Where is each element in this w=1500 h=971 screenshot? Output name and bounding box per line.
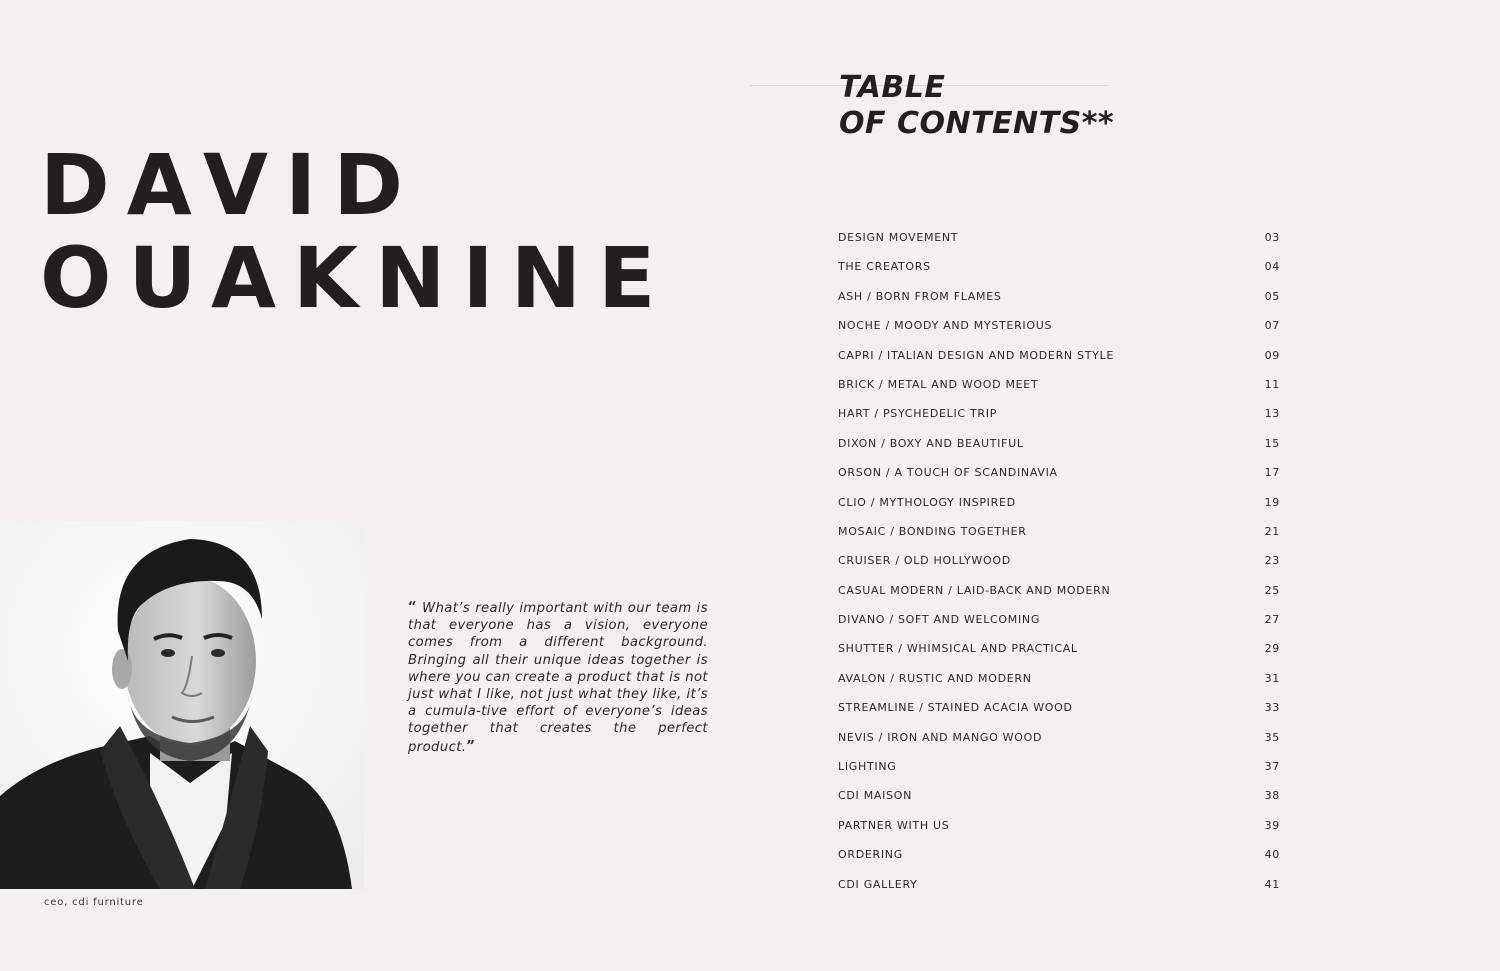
portrait-photo [0, 521, 364, 889]
toc-item-mosaic[interactable]: MOSAIC/ BONDING TOGETHER 21 [838, 522, 1280, 551]
toc-item-lighting[interactable]: LIGHTING 37 [838, 757, 1280, 786]
toc-item-casual-modern[interactable]: CASUAL MODERN/ LAID-BACK AND MODERN 25 [838, 581, 1280, 610]
toc-title [839, 70, 1114, 142]
toc-page-number: 31 [1264, 671, 1280, 685]
toc-item-brick[interactable]: BRICK/ METAL AND WOOD MEET 11 [838, 375, 1280, 404]
toc-item-dixon[interactable]: DIXON/ BOXY AND BEAUTIFUL 15 [838, 434, 1280, 463]
toc-item-design-movement[interactable]: DESIGN MOVEMENT 03 [838, 228, 1280, 257]
open-quote-mark: “ [408, 598, 418, 616]
name-last: OUAKNINE [40, 229, 673, 327]
toc-item-divano[interactable]: DIVANO/ SOFT AND WELCOMING 27 [838, 610, 1280, 639]
toc-item-hart[interactable]: HART/ PSYCHEDELIC TRIP 13 [838, 404, 1280, 433]
toc-item-cdi-maison[interactable]: CDI MAISON 38 [838, 786, 1280, 815]
toc-page-number: 39 [1264, 818, 1280, 832]
portrait-illustration [0, 521, 364, 889]
toc-item-the-creators[interactable]: THE CREATORS 04 [838, 257, 1280, 286]
toc-page-number: 04 [1264, 260, 1280, 274]
toc-item-shutter[interactable]: SHUTTER/ WHIMSICAL AND PRACTICAL 29 [838, 639, 1280, 668]
toc-item-capri[interactable]: CAPRI/ ITALIAN DESIGN AND MODERN STYLE 09 [838, 346, 1280, 375]
toc-item-noche[interactable]: NOCHE/ MOODY AND MYSTERIOUS 07 [838, 316, 1280, 345]
toc-page-number: 13 [1264, 407, 1280, 421]
toc-page-number: 40 [1264, 848, 1280, 862]
toc-page-number: 35 [1264, 730, 1280, 744]
toc-page-number: 38 [1264, 789, 1280, 803]
toc-page-number: 17 [1264, 466, 1280, 480]
toc-page-number: 29 [1264, 642, 1280, 656]
toc-title-line-2: OF CONTENTS** [839, 106, 1115, 141]
close-quote-mark: ” [466, 736, 476, 755]
toc-item-orson[interactable]: ORSON/ A TOUCH OF SCANDINAVIA 17 [838, 463, 1280, 492]
toc-item-partner-with-us[interactable]: PARTNER WITH US 39 [838, 816, 1280, 845]
toc-page-number: 05 [1264, 289, 1280, 303]
toc-page-number: 21 [1264, 524, 1280, 538]
toc-page-number: 03 [1264, 231, 1280, 244]
toc-list [838, 228, 1280, 904]
toc-item-clio[interactable]: CLIO/ MYTHOLOGY INSPIRED 19 [838, 493, 1280, 522]
toc-item-streamline[interactable]: STREAMLINE/ STAINED ACACIA WOOD 33 [838, 698, 1280, 727]
toc-item-avalon[interactable]: AVALON/ RUSTIC AND MODERN 31 [838, 669, 1280, 698]
toc-item-cdi-gallery[interactable]: CDI GALLERY 41 [838, 875, 1280, 904]
toc-page-number: 15 [1264, 436, 1280, 450]
toc-page-number: 33 [1264, 701, 1280, 715]
toc-page-number: 09 [1264, 348, 1280, 362]
toc-page-number: 37 [1264, 760, 1280, 774]
toc-page-number: 19 [1264, 495, 1280, 509]
photo-caption: ceo, cdi furniture [44, 897, 144, 908]
toc-page-number: 41 [1264, 877, 1280, 891]
toc-item-nevis[interactable]: NEVIS/ IRON AND MANGO WOOD 35 [838, 728, 1280, 757]
toc-item-ordering[interactable]: ORDERING 40 [838, 845, 1280, 874]
quote-text: What’s really important with our team is that everyone has a vision, everyone comes from a different background. Bringing all their unique ideas together is where you can create a product that is not just what I like, not just what they like, it’s a cumula-tive effort of everyone’s ideas together that creates the perfect product. [408, 601, 708, 755]
pull-quote [408, 599, 708, 756]
name-first: DAVID [40, 136, 421, 234]
toc-title-line-1: TABLE [839, 70, 946, 105]
toc-page-number: 11 [1264, 377, 1280, 391]
toc-page-number: 07 [1264, 319, 1280, 333]
toc-page-number: 27 [1264, 613, 1280, 627]
toc-item-ash[interactable]: ASH/ BORN FROM FLAMES 05 [838, 287, 1280, 316]
toc-page-number: 25 [1264, 583, 1280, 597]
toc-page-number: 23 [1264, 554, 1280, 568]
toc-item-cruiser[interactable]: CRUISER/ OLD HOLLYWOOD 23 [838, 551, 1280, 580]
